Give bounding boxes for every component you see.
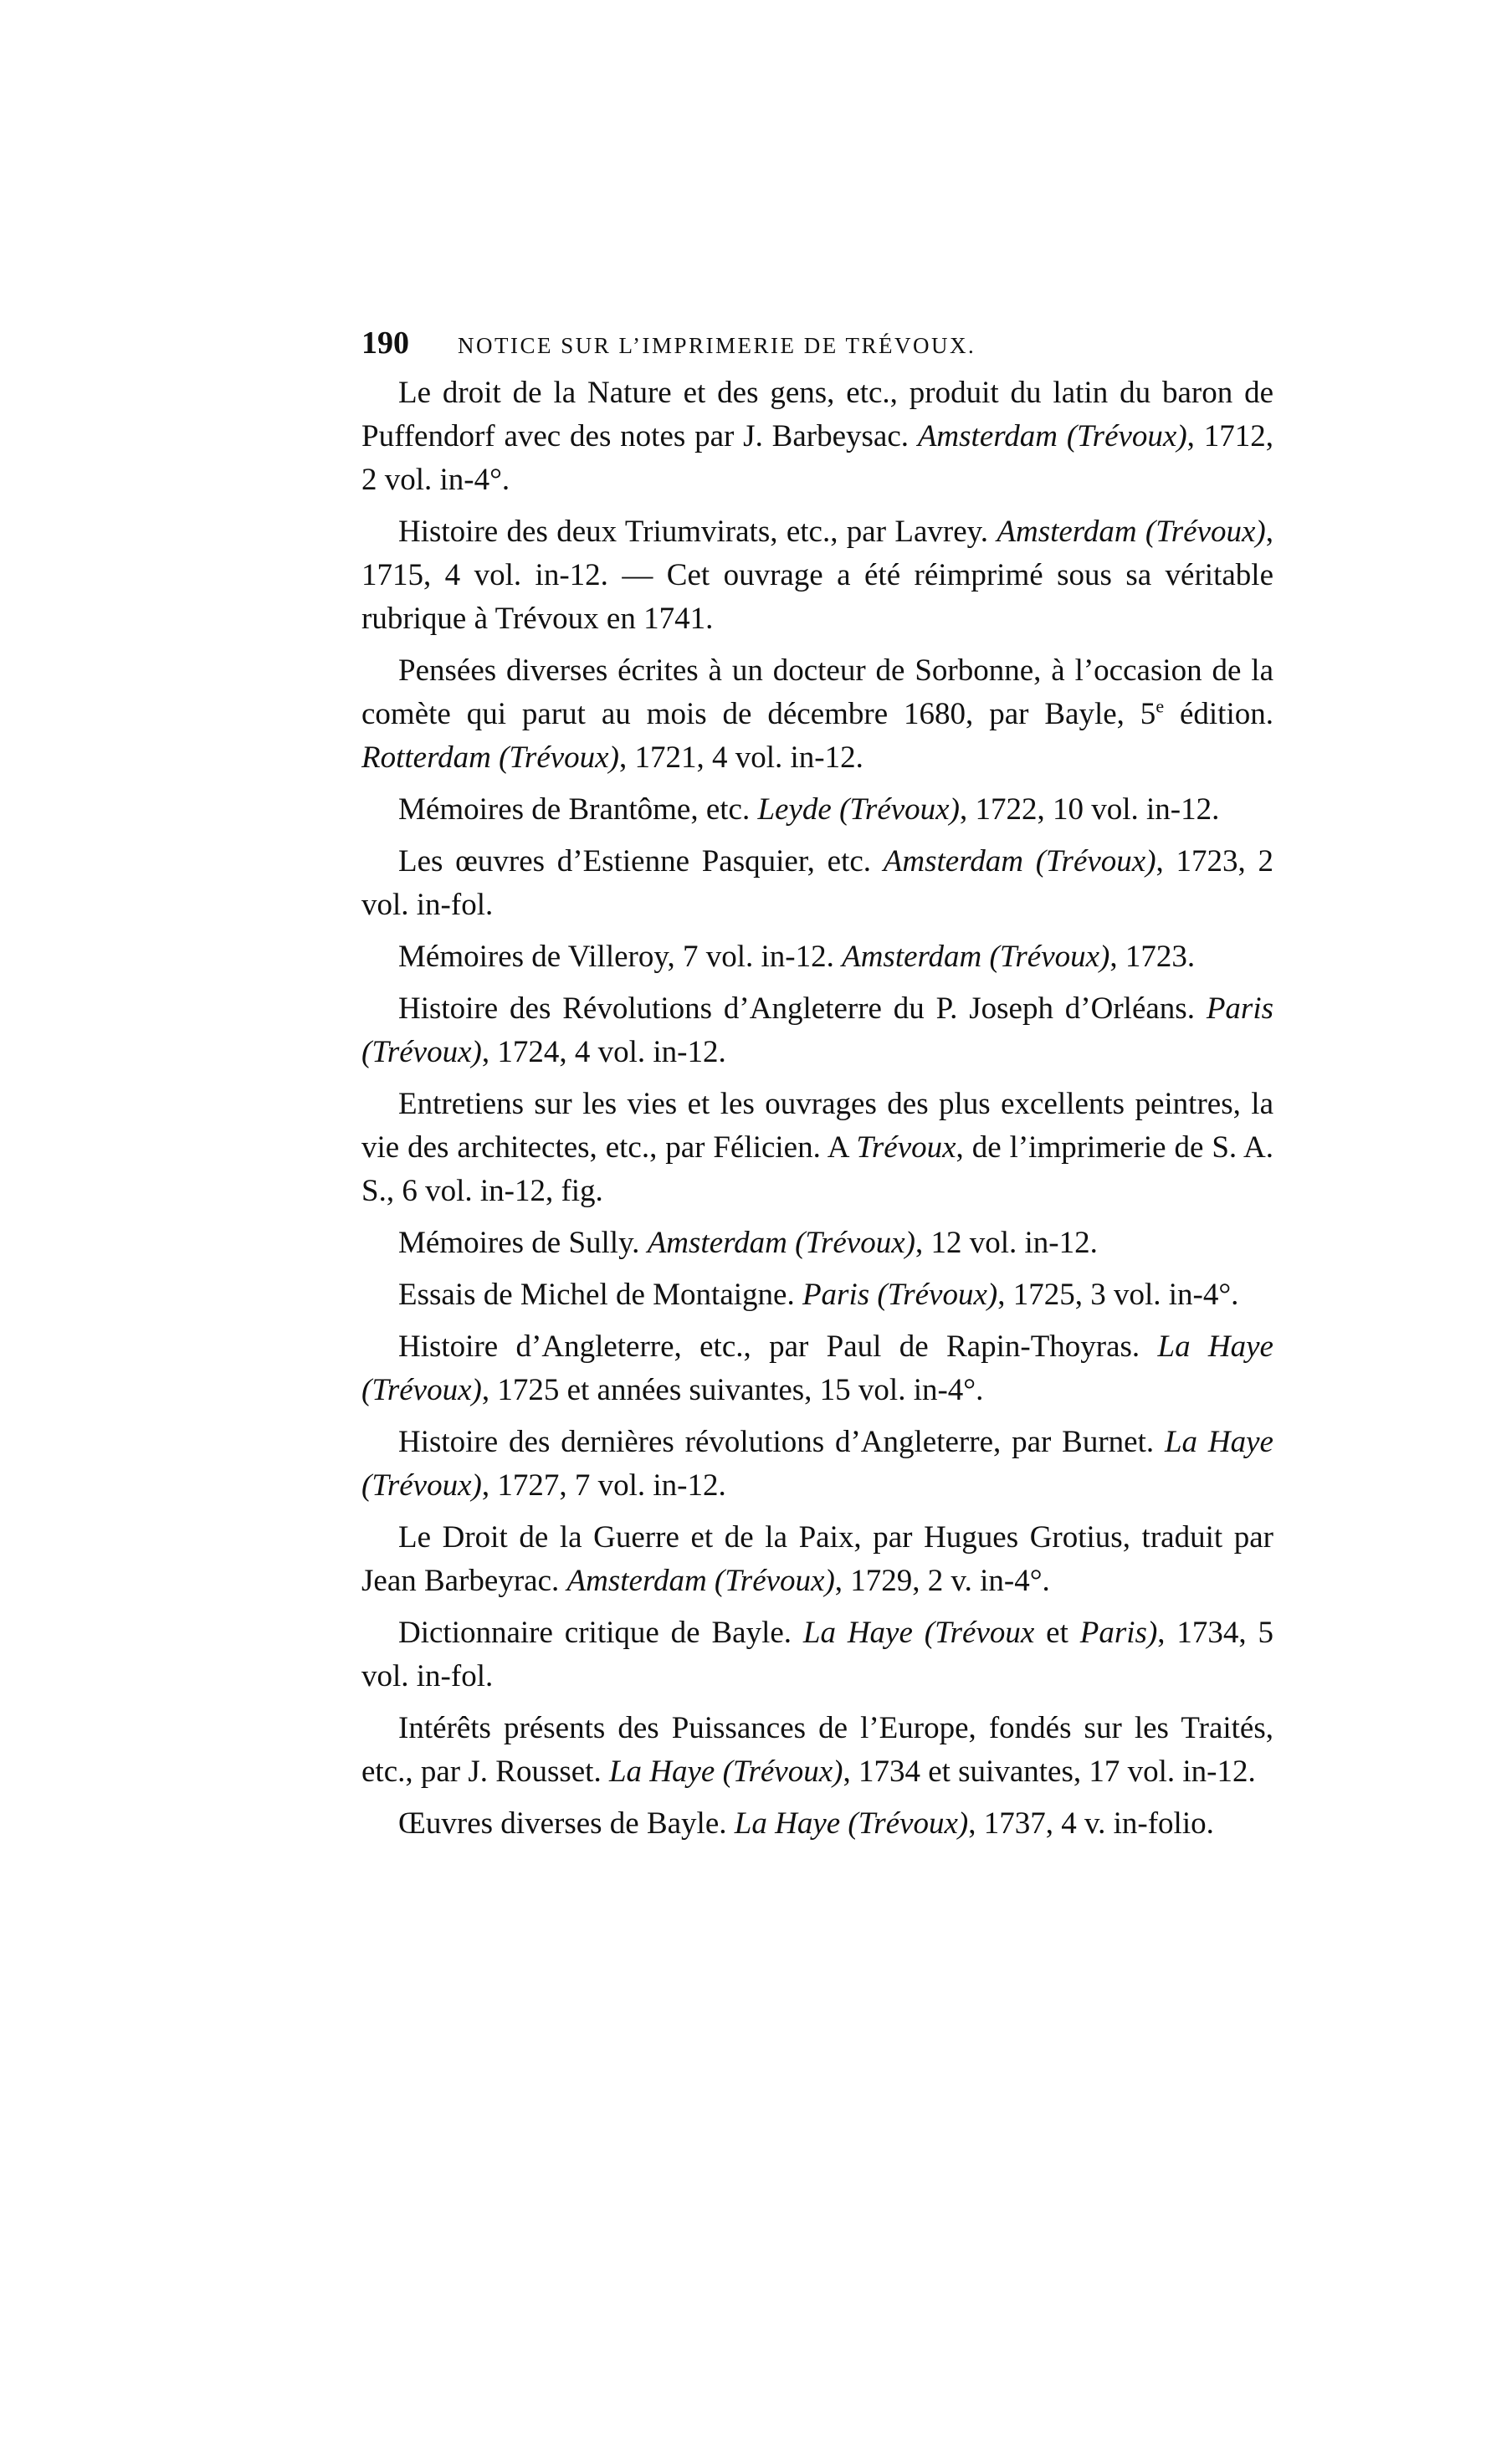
entry-text: Les œuvres d’Estienne Pasquier, etc. (398, 844, 884, 879)
imprint-place: Amsterdam (Trévoux) (842, 940, 1110, 974)
page-number: 190 (361, 325, 409, 361)
imprint-place: Paris) (1079, 1616, 1158, 1650)
entry-text: , 1712, 2 vol. in-4°. (361, 419, 1273, 497)
entry-text: , 1725 et années suivantes, 15 vol. in-4°. (481, 1373, 984, 1407)
bibliography-entry (361, 1802, 1273, 1846)
entry-text: , 1725, 3 vol. in-4°. (997, 1278, 1239, 1312)
bibliography-entry (361, 510, 1273, 641)
entry-text: Le droit de la Nature et des gens, etc., produit du latin du baron de Puffendorf avec des notes par J. Barbeysac. (361, 376, 1273, 453)
imprint-place: La Haye (Trévoux) (608, 1755, 843, 1789)
bibliography-entry (361, 1222, 1273, 1265)
superscript: e (1155, 695, 1165, 717)
entry-text: Œuvres diverses de Bayle. (398, 1806, 735, 1841)
bibliography-entry (361, 987, 1273, 1074)
entry-text: , 1723, 2 vol. in-fol. (361, 844, 1274, 922)
entry-text: , 1724, 4 vol. in-12. (481, 1035, 726, 1069)
entry-text: Histoire des deux Triumvirats, etc., par Lavrey. (398, 515, 997, 549)
bibliography-entry (361, 371, 1273, 502)
entry-text: et (1034, 1616, 1080, 1650)
entry-text: Dictionnaire critique de Bayle. (398, 1616, 803, 1650)
entry-text: , de l’imprimerie de S. A. S., 6 vol. in-12, fig. (361, 1130, 1273, 1208)
entry-text: Mémoires de Villeroy, 7 vol. in-12. (398, 940, 843, 974)
entry-text: , 1722, 10 vol. in-12. (959, 792, 1220, 827)
imprint-place: Paris (Trévoux) (361, 991, 1273, 1069)
entry-text: , 1715, 4 vol. in-12. — Cet ouvrage a été réimprimé sous sa véritable rubrique à Trévoux en 1741. (361, 515, 1273, 636)
entry-text: Le Droit de la Guerre et de la Paix, par Hugues Grotius, traduit par Jean Barbeyrac. (361, 1520, 1273, 1598)
running-title: NOTICE SUR L’IMPRIMERIE DE TRÉVOUX. (458, 333, 976, 358)
book-page (361, 325, 1273, 1854)
imprint-place: Amsterdam (Trévoux) (566, 1564, 835, 1598)
bibliography-entry (361, 1707, 1273, 1794)
entry-text: Entretiens sur les vies et les ouvrages des plus excellents peintres, la vie des architectes, etc., par Félicien. A (361, 1087, 1273, 1165)
entry-text: , 1721, 4 vol. in-12. (618, 740, 863, 775)
bibliography-entry (361, 1421, 1273, 1508)
bibliography-entry (361, 840, 1273, 927)
imprint-place: Amsterdam (Trévoux) (917, 419, 1187, 453)
imprint-place: La Haye (Trévoux (802, 1616, 1035, 1650)
imprint-place: Trévoux (856, 1130, 956, 1165)
imprint-place: La Haye (Trévoux) (361, 1329, 1273, 1407)
imprint-place: Rotterdam (Trévoux) (361, 740, 619, 775)
bibliography-entry (361, 1325, 1273, 1412)
entry-text: Histoire d’Angleterre, etc., par Paul de Rapin-Thoyras. (398, 1329, 1158, 1364)
page-header (361, 325, 1273, 366)
entry-text: Histoire des Révolutions d’Angleterre du P. Joseph d’Orléans. (398, 991, 1207, 1026)
entry-text: Intérêts présents des Puissances de l’Europe, fondés sur les Traités, etc., par J. Rousset. (361, 1711, 1273, 1789)
entry-text: , 1734, 5 vol. in-fol. (361, 1616, 1274, 1693)
entry-text: Mémoires de Sully. (398, 1226, 648, 1260)
entry-text: , 1737, 4 v. in-folio. (968, 1806, 1214, 1841)
imprint-place: Paris (Trévoux) (802, 1278, 998, 1312)
bibliography-entry (361, 788, 1273, 832)
bibliography-entry (361, 1083, 1273, 1213)
bibliography-entry (361, 1611, 1273, 1698)
bibliography-entry (361, 649, 1273, 780)
entry-text: , 12 vol. in-12. (915, 1226, 1098, 1260)
entry-text: édition. (1164, 697, 1273, 731)
entry-text: Essais de Michel de Montaigne. (398, 1278, 802, 1312)
entry-text: Pensées diverses écrites à un docteur de Sorbonne, à l’occasion de la comète qui parut au mois de décembre 1680, par Bayle, 5 (361, 653, 1273, 731)
imprint-place: Amsterdam (Trévoux) (647, 1226, 915, 1260)
imprint-place: Amsterdam (Trévoux) (997, 515, 1266, 549)
entry-text: , 1734 et suivantes, 17 vol. in-12. (843, 1755, 1256, 1789)
bibliography-list (361, 371, 1273, 1846)
entry-text: Histoire des dernières révolutions d’Angleterre, par Burnet. (398, 1425, 1165, 1459)
imprint-place: La Haye (Trévoux) (734, 1806, 969, 1841)
bibliography-entry (361, 935, 1273, 979)
bibliography-entry (361, 1516, 1273, 1603)
imprint-place: La Haye (Trévoux) (361, 1425, 1273, 1503)
entry-text: Mémoires de Brantôme, etc. (398, 792, 758, 827)
entry-text: , 1729, 2 v. in-4°. (834, 1564, 1050, 1598)
imprint-place: Amsterdam (Trévoux) (883, 844, 1156, 879)
bibliography-entry (361, 1273, 1273, 1317)
entry-text: , 1727, 7 vol. in-12. (481, 1468, 726, 1503)
imprint-place: Leyde (Trévoux) (757, 792, 960, 827)
entry-text: , 1723. (1109, 940, 1196, 974)
